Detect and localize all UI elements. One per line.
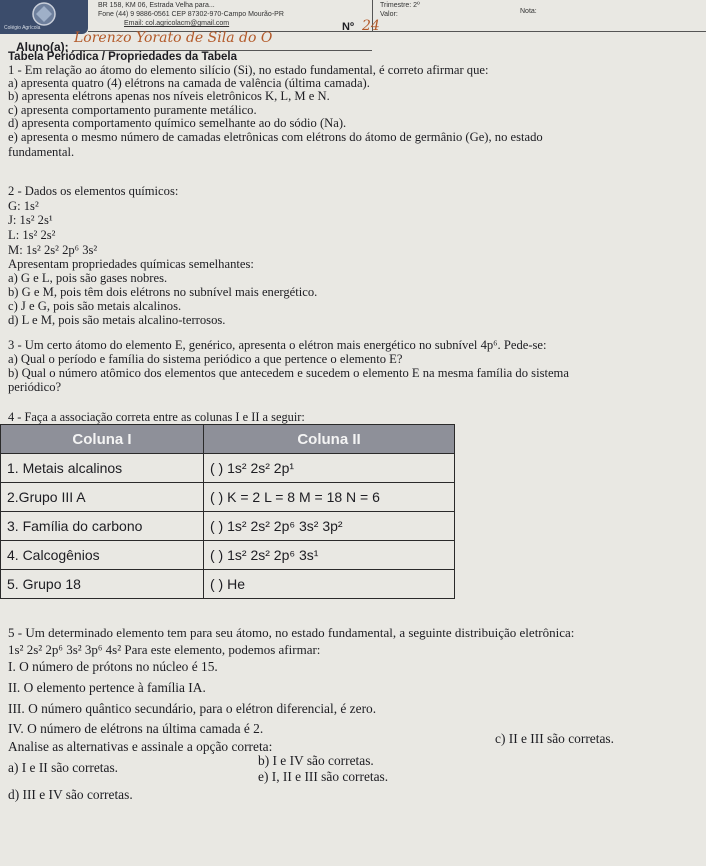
q2-option-d: d) L e M, pois são metais alcalino-terrosos. [8, 313, 226, 327]
aluno-name: Lorenzo Yorato de Sila do O [74, 30, 273, 46]
q1-option-c: c) apresenta comportamento puramente metálico. [8, 103, 257, 117]
trimestre-label: Trimestre: 2º [380, 2, 420, 9]
numero-value: 24 [362, 18, 380, 34]
q1-option-a: a) apresenta quatro (4) elétrons na camada de valência (última camada). [8, 76, 370, 90]
q1-option-d: d) apresenta comportamento químico semelhante ao do sódio (Na). [8, 116, 347, 130]
q5-option-a: a) I e II são corretas. [8, 760, 119, 775]
q5-statement-ii: II. O elemento pertence à família IA. [8, 680, 206, 695]
q4-stem: 4 - Faça a associação correta entre as colunas I e II a seguir: [8, 410, 305, 424]
school-logo [0, 0, 88, 34]
q5-statement-i: I. O número de prótons no núcleo é 15. [8, 659, 218, 674]
q1-option-e: e) apresenta o mesmo número de camadas eletrônicas com elétrons do átomo de germânio (Ge), no estado [8, 130, 543, 144]
table-row [1, 483, 455, 512]
q2-option-c: c) J e G, pois são metais alcalinos. [8, 299, 182, 313]
column-1-cell: 4. Calcogênios [1, 541, 204, 570]
q2-option-b: b) G e M, pois têm dois elétrons no subnível mais energético. [8, 285, 318, 299]
header-email: Email: col.agricolacm@gmail.com [124, 20, 230, 27]
q5-configuration: 1s² 2s² 2p⁶ 3s² 3p⁶ 4s² Para este elemento, podemos afirmar: [8, 642, 321, 657]
q1-option-b: b) apresenta elétrons apenas nos níveis eletrônicos K, L, M e N. [8, 89, 330, 103]
q2-option-a: a) G e L, pois são gases nobres. [8, 271, 168, 285]
table-row [1, 570, 455, 599]
column-1-cell: 5. Grupo 18 [1, 570, 204, 599]
q2-element-j: J: 1s² 2s¹ [8, 213, 53, 227]
column-2-cell: ( ) 1s² 2s² 2p⁶ 3s² 3p² [204, 512, 455, 541]
column-1-cell: 3. Família do carbono [1, 512, 204, 541]
q2-prompt: Apresentam propriedades químicas semelhantes: [8, 257, 254, 271]
column-2-cell: ( ) K = 2 L = 8 M = 18 N = 6 [204, 483, 455, 512]
association-table [0, 424, 455, 599]
column-2-cell: ( ) 1s² 2s² 2p⁶ 3s¹ [204, 541, 455, 570]
q1-option-e-cont: fundamental. [8, 145, 75, 159]
header-address: BR 158, KM 06, Estrada Velha para... [98, 2, 215, 9]
q3-part-b-cont: periódico? [8, 380, 62, 394]
q5-option-d: d) III e IV são corretas. [8, 787, 133, 802]
table-row [1, 512, 455, 541]
column-2-cell: ( ) He [204, 570, 455, 599]
valor-label: Valor: [380, 11, 398, 18]
header-phone: Fone (44) 9 9886-0561 CEP 87302-970-Campo Mourão-PR [98, 11, 284, 18]
column-1-header: Coluna I [1, 425, 204, 454]
q3-part-b: b) Qual o número atômico dos elementos que antecedem e sucedem o elemento E na mesma família do sistema [8, 366, 569, 380]
column-1-cell: 2.Grupo III A [1, 483, 204, 512]
nota-label: Nota: [520, 8, 537, 15]
column-1-cell: 1. Metais alcalinos [1, 454, 204, 483]
q5-option-b: b) I e IV são corretas. [258, 753, 374, 768]
q5-statement-iv: IV. O número de elétrons na última camada é 2. [8, 721, 264, 736]
table-header-row [1, 425, 455, 454]
table-row [1, 541, 455, 570]
q5-option-e: e) I, II e III são corretas. [258, 769, 389, 784]
q2-element-l: L: 1s² 2s² [8, 228, 56, 242]
q1-stem: 1 - Em relação ao átomo do elemento silício (Si), no estado fundamental, é correto afirmar que: [8, 63, 489, 77]
column-2-cell: ( ) 1s² 2s² 2p¹ [204, 454, 455, 483]
q3-stem: 3 - Um certo átomo do elemento E, genérico, apresenta o elétron mais energético no subnível 4p⁶. Pede-se: [8, 338, 547, 352]
q2-element-m: M: 1s² 2s² 2p⁶ 3s² [8, 243, 98, 257]
aluno-label: Aluno(a): [16, 40, 69, 54]
numero-label: Nº [342, 21, 354, 33]
q3-part-a: a) Qual o período e família do sistema periódico a que pertence o elemento E? [8, 352, 403, 366]
q2-stem: 2 - Dados os elementos químicos: [8, 184, 179, 198]
q5-statement-iii: III. O número quântico secundário, para o elétron diferencial, é zero. [8, 701, 377, 716]
q5-option-c: c) II e III são corretas. [495, 731, 614, 746]
logo-text: Colégio Agrícola [4, 25, 41, 31]
q5-prompt: Analise as alternativas e assinale a opção correta: [8, 739, 273, 754]
table-row [1, 454, 455, 483]
q5-stem: 5 - Um determinado elemento tem para seu átomo, no estado fundamental, a seguinte distribuição eletrônica: [8, 625, 575, 640]
page-title: Tabela Periódica / Propriedades da Tabela [8, 51, 238, 63]
column-2-header: Coluna II [204, 425, 455, 454]
q2-element-g: G: 1s² [8, 199, 39, 213]
